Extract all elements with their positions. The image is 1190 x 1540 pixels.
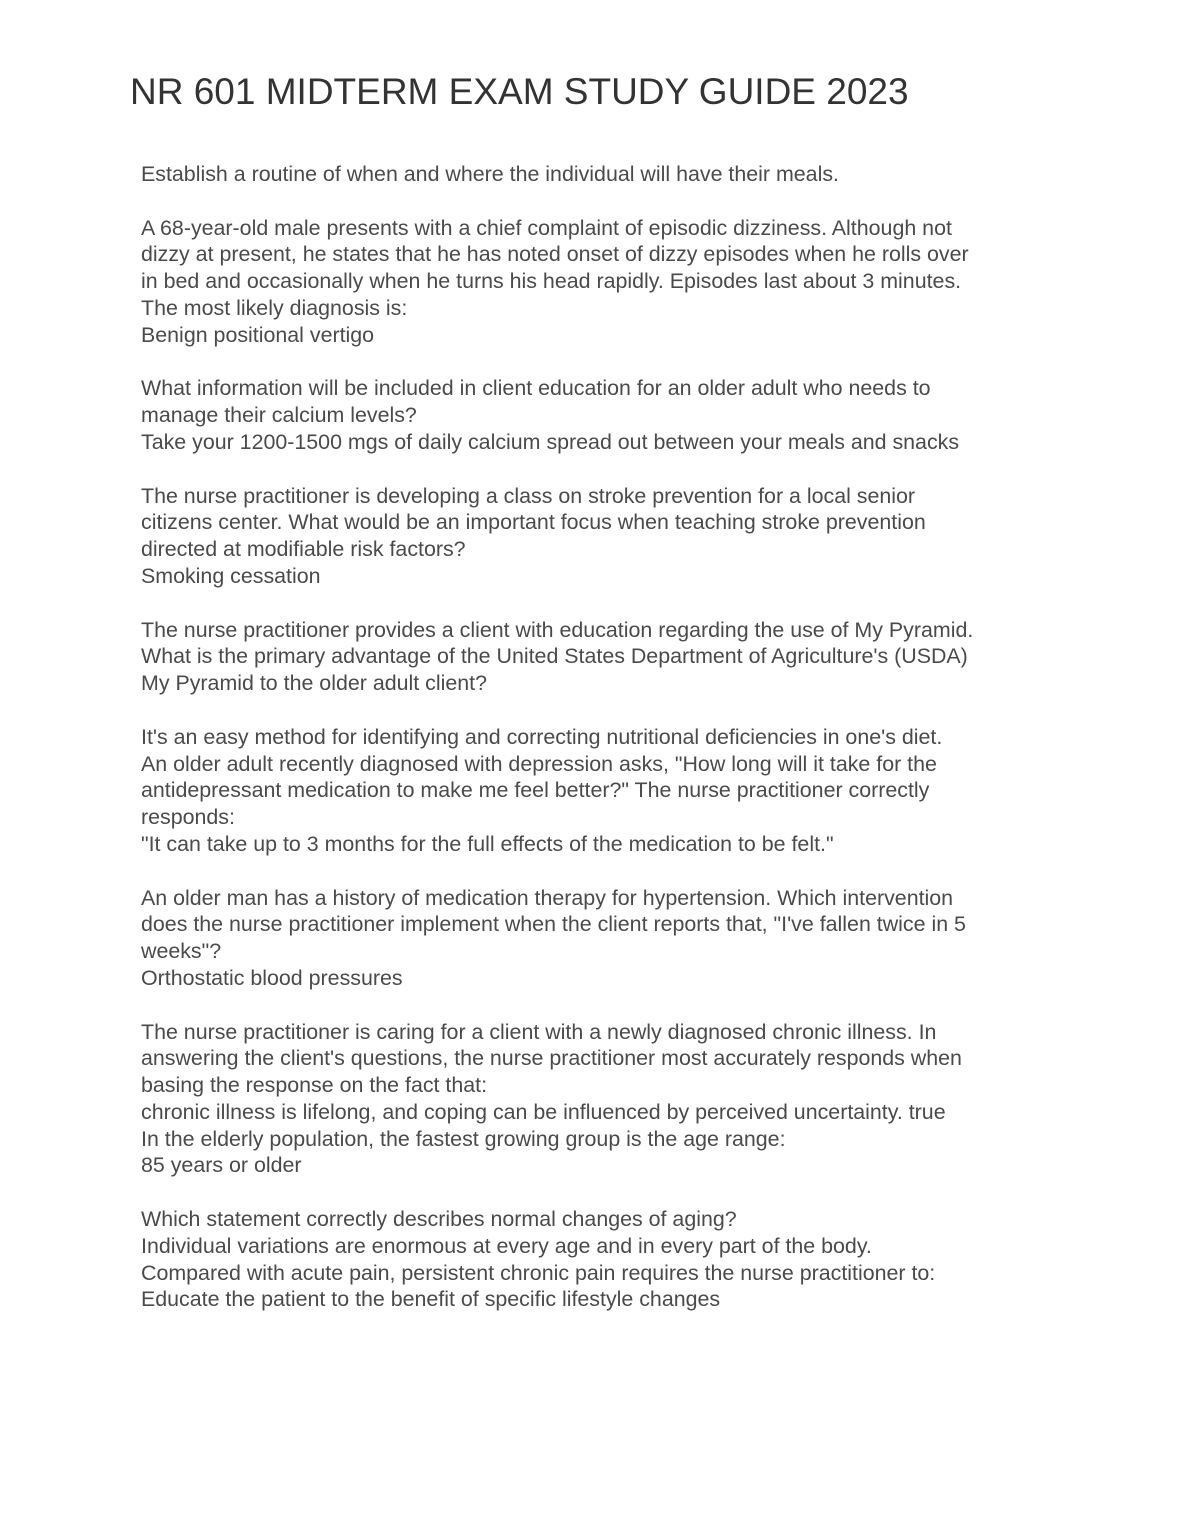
text-line: An older man has a history of medication therapy for hypertension. Which intervention: [141, 885, 954, 910]
paragraph: [141, 1019, 1071, 1180]
text-line: A 68-year-old male presents with a chief complaint of episodic dizziness. Although not: [141, 215, 952, 240]
page-title: NR 601 MIDTERM EXAM STUDY GUIDE 2023: [130, 71, 909, 112]
paragraph-gap: [141, 1179, 1071, 1206]
text-line: weeks"?: [141, 939, 222, 964]
text-line: An older adult recently diagnosed with depression asks, "How long will it take for the: [141, 751, 937, 776]
paragraph: [141, 617, 1071, 697]
paragraph: [141, 375, 1071, 455]
paragraph-gap: [141, 590, 1071, 617]
text-line: manage their calcium levels?: [141, 403, 417, 428]
text-line: directed at modifiable risk factors?: [141, 537, 466, 562]
text-line: It's an easy method for identifying and correcting nutritional deficiencies in one's diet.: [141, 724, 943, 749]
paragraph: [141, 161, 1071, 188]
text-line: does the nurse practitioner implement when the client reports that, "I've fallen twice in 5: [141, 912, 966, 937]
text-line: basing the response on the fact that:: [141, 1073, 488, 1098]
paragraph-gap: [141, 858, 1071, 885]
study-guide-body: [141, 161, 1071, 1313]
text-line: answering the client's questions, the nurse practitioner most accurately responds when: [141, 1046, 962, 1071]
paragraph-gap: [141, 349, 1071, 376]
text-line: responds:: [141, 805, 235, 830]
text-line: Which statement correctly describes normal changes of aging?: [141, 1207, 737, 1232]
text-line: Establish a routine of when and where the individual will have their meals.: [141, 162, 839, 186]
text-line: chronic illness is lifelong, and coping can be influenced by perceived uncertainty. true: [141, 1099, 946, 1124]
text-line: antidepressant medication to make me feel better?" The nurse practitioner correctly: [141, 778, 930, 803]
text-line: "It can take up to 3 months for the full effects of the medication to be felt.": [141, 831, 834, 856]
text-line: The nurse practitioner is caring for a client with a newly diagnosed chronic illness. In: [141, 1019, 937, 1044]
text-line: The most likely diagnosis is:: [141, 295, 408, 320]
paragraph: [141, 724, 1071, 858]
paragraph-gap: [141, 456, 1071, 483]
text-line: Individual variations are enormous at every age and in every part of the body.: [141, 1233, 872, 1258]
text-line: citizens center. What would be an important focus when teaching stroke prevention: [141, 510, 926, 535]
text-line: Compared with acute pain, persistent chronic pain requires the nurse practitioner to:: [141, 1260, 936, 1285]
paragraph-gap: [141, 188, 1071, 215]
text-line: The nurse practitioner is developing a class on stroke prevention for a local senior: [141, 483, 916, 508]
text-line: What is the primary advantage of the United States Department of Agriculture's (USDA): [141, 644, 968, 669]
text-line: Take your 1200-1500 mgs of daily calcium spread out between your meals and snacks: [141, 429, 960, 454]
text-line: My Pyramid to the older adult client?: [141, 671, 487, 696]
text-line: in bed and occasionally when he turns his head rapidly. Episodes last about 3 minutes.: [141, 269, 962, 294]
paragraph-gap: [141, 992, 1071, 1019]
text-line: dizzy at present, he states that he has noted onset of dizzy episodes when he rolls over: [141, 242, 969, 267]
text-line: 85 years or older: [141, 1153, 302, 1178]
text-line: Benign positional vertigo: [141, 322, 375, 347]
paragraph: [141, 1206, 1071, 1313]
text-line: What information will be included in client education for an older adult who needs to: [141, 376, 931, 401]
paragraph: [141, 215, 1071, 349]
paragraph: [141, 483, 1071, 590]
text-line: Educate the patient to the benefit of specific lifestyle changes: [141, 1287, 721, 1312]
text-line: Orthostatic blood pressures: [141, 965, 403, 990]
paragraph-gap: [141, 697, 1071, 724]
paragraph: [141, 885, 1071, 992]
text-line: In the elderly population, the fastest growing group is the age range:: [141, 1126, 786, 1151]
text-line: Smoking cessation: [141, 563, 321, 588]
text-line: The nurse practitioner provides a client with education regarding the use of My Pyramid.: [141, 617, 974, 642]
